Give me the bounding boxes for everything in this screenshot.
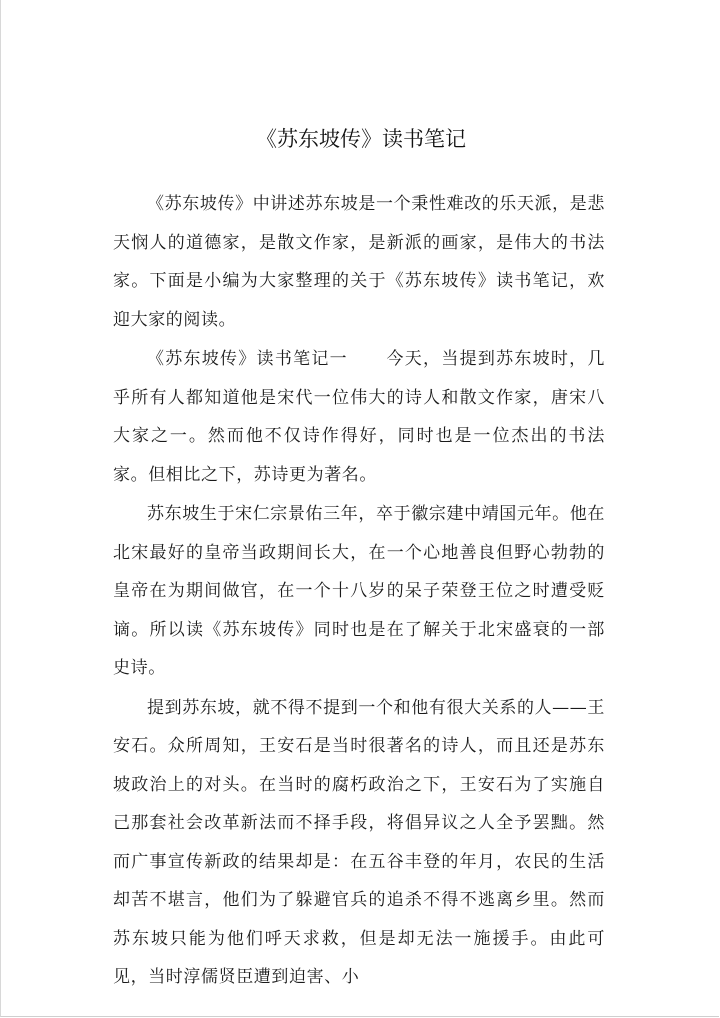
note-text: 今天，当提到苏东坡时，几乎所有人都知道他是宋代一位伟大的诗人和散文作家，唐宋八大家之一。然而他不仅诗作得好，同时也是一位杰出的书法家。但相比之下，苏诗更为著名。 — [113, 349, 605, 485]
biography-paragraph: 苏东坡生于宋仁宗景佑三年，卒于徽宗建中靖国元年。他在北宋最好的皇帝当政期间长大，在一个心地善良但野心勃勃的皇帝在为期间做官，在一个十八岁的呆子荣登王位之时遭受贬谪。所以读《苏东坡传》同时也是在了解关于北宋盛衰的一部史诗。 — [113, 504, 605, 678]
document-title: 《苏东坡传》读书笔记 — [256, 127, 466, 151]
note-paragraph — [113, 340, 605, 494]
document-body — [113, 185, 605, 998]
wang-anshi-paragraph: 提到苏东坡，就不得不提到一个和他有很大关系的人——王安石。众所周知，王安石是当时很著名的诗人，而且还是苏东坡政治上的对头。在当时的腐朽政治之下，王安石为了实施自己那套社会改革新法而不择手段，将倡异议之人全予罢黜。然而广事宣传新政的结果却是：在五谷丰登的年月，农民的生活却苦不堪言，他们为了躲避官兵的追杀不得不逃离乡里。然而苏东坡只能为他们呼天求救，但是却无法一施援手。由此可见，当时淳儒贤臣遭到迫害、小 — [113, 697, 605, 987]
intro-paragraph: 《苏东坡传》中讲述苏东坡是一个秉性难改的乐天派，是悲天悯人的道德家，是散文作家，是新派的画家，是伟大的书法家。下面是小编为大家整理的关于《苏东坡传》读书笔记，欢迎大家的阅读。 — [113, 194, 605, 330]
note-heading: 《苏东坡传》读书笔记一 — [147, 349, 348, 369]
